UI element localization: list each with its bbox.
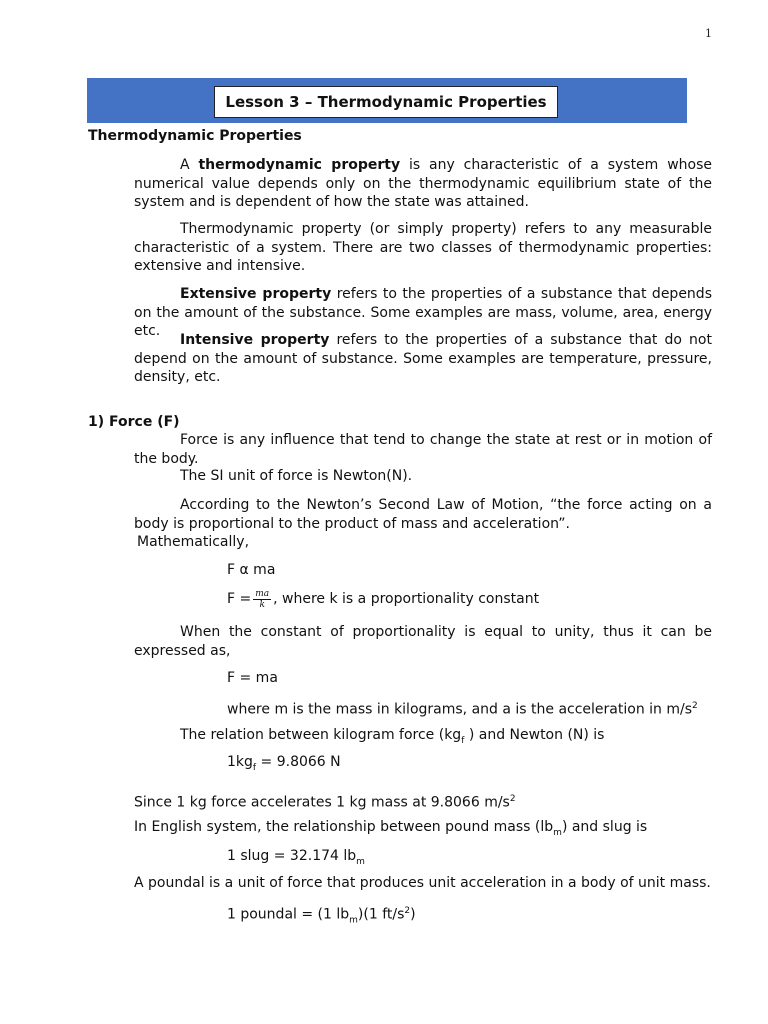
- intensive-paragraph: Intensive property refers to the properties of a substance that do not depend on the amount of substance. Some examples are temperature, pressure, density, etc.: [134, 332, 712, 385]
- si-unit-text: The SI unit of force is Newton(N).: [180, 468, 413, 484]
- intro-paragraph-1: A thermodynamic property is any characteristic of a system whose numerical value depends only on the thermodynamic equilibrium state of the system and is dependent of how the state was attained.: [134, 157, 712, 210]
- poundal-definition: A poundal is a unit of force that produces unit acceleration in a body of unit mass.: [134, 875, 711, 891]
- force-heading: 1) Force (F): [88, 414, 180, 430]
- equation-proportional: F α ma: [227, 562, 276, 578]
- english-system-text: In English system, the relationship between pound mass $(lb_m)$ and slug is: [134, 819, 648, 838]
- section-heading: Thermodynamic Properties: [88, 128, 302, 144]
- force-definition: Force is any influence that tend to change the state at rest or in motion of the body.: [134, 432, 712, 467]
- equation-f-ma: F = ma: [227, 670, 278, 686]
- intro-paragraph-2: Thermodynamic property (or simply property) refers to any measurable characteristic of a system. There are two classes of thermodynamic properties: extensive and intensive.: [134, 221, 712, 274]
- newton-law-paragraph: According to the Newton’s Second Law of Motion, “the force acting on a body is proportional to the product of mass and acceleration”.: [134, 497, 712, 532]
- fraction-ma-over-k: $\frac{ma}{k}$: [255, 589, 270, 610]
- kgf-relation-text: The relation between kilogram force ($kg_f$ ) and Newton (N) is: [180, 727, 605, 746]
- extensive-paragraph: Extensive property refers to the properties of a substance that depends on the amount of the substance. Some examples are mass, volume, area, energy etc.: [134, 286, 712, 339]
- equation-slug: 1 slug = 32.174 $lb_m$: [227, 848, 365, 867]
- page-title: Lesson 3 – Thermodynamic Properties: [214, 86, 558, 118]
- unity-paragraph: When the constant of proportionality is equal to unity, thus it can be expressed as,: [134, 624, 712, 659]
- equation-kgf: $1kg_f = 9.8066$ N: [227, 754, 341, 773]
- equation-poundal: 1 poundal = (1 $lb_m)(1$ $ft/s^2$): [227, 906, 416, 926]
- where-definition: where m is the mass in kilograms, and a is the acceleration in $m/s^2$: [227, 701, 698, 718]
- since-text: Since 1 kg force accelerates 1 kg mass at 9.8066 $m/s^2$: [134, 794, 516, 811]
- mathematically-label: Mathematically,: [137, 534, 250, 550]
- equation-with-k: F = $\frac{ma}{k}$ , where k is a proportionality constant: [227, 589, 540, 610]
- page-number: 1: [705, 27, 712, 40]
